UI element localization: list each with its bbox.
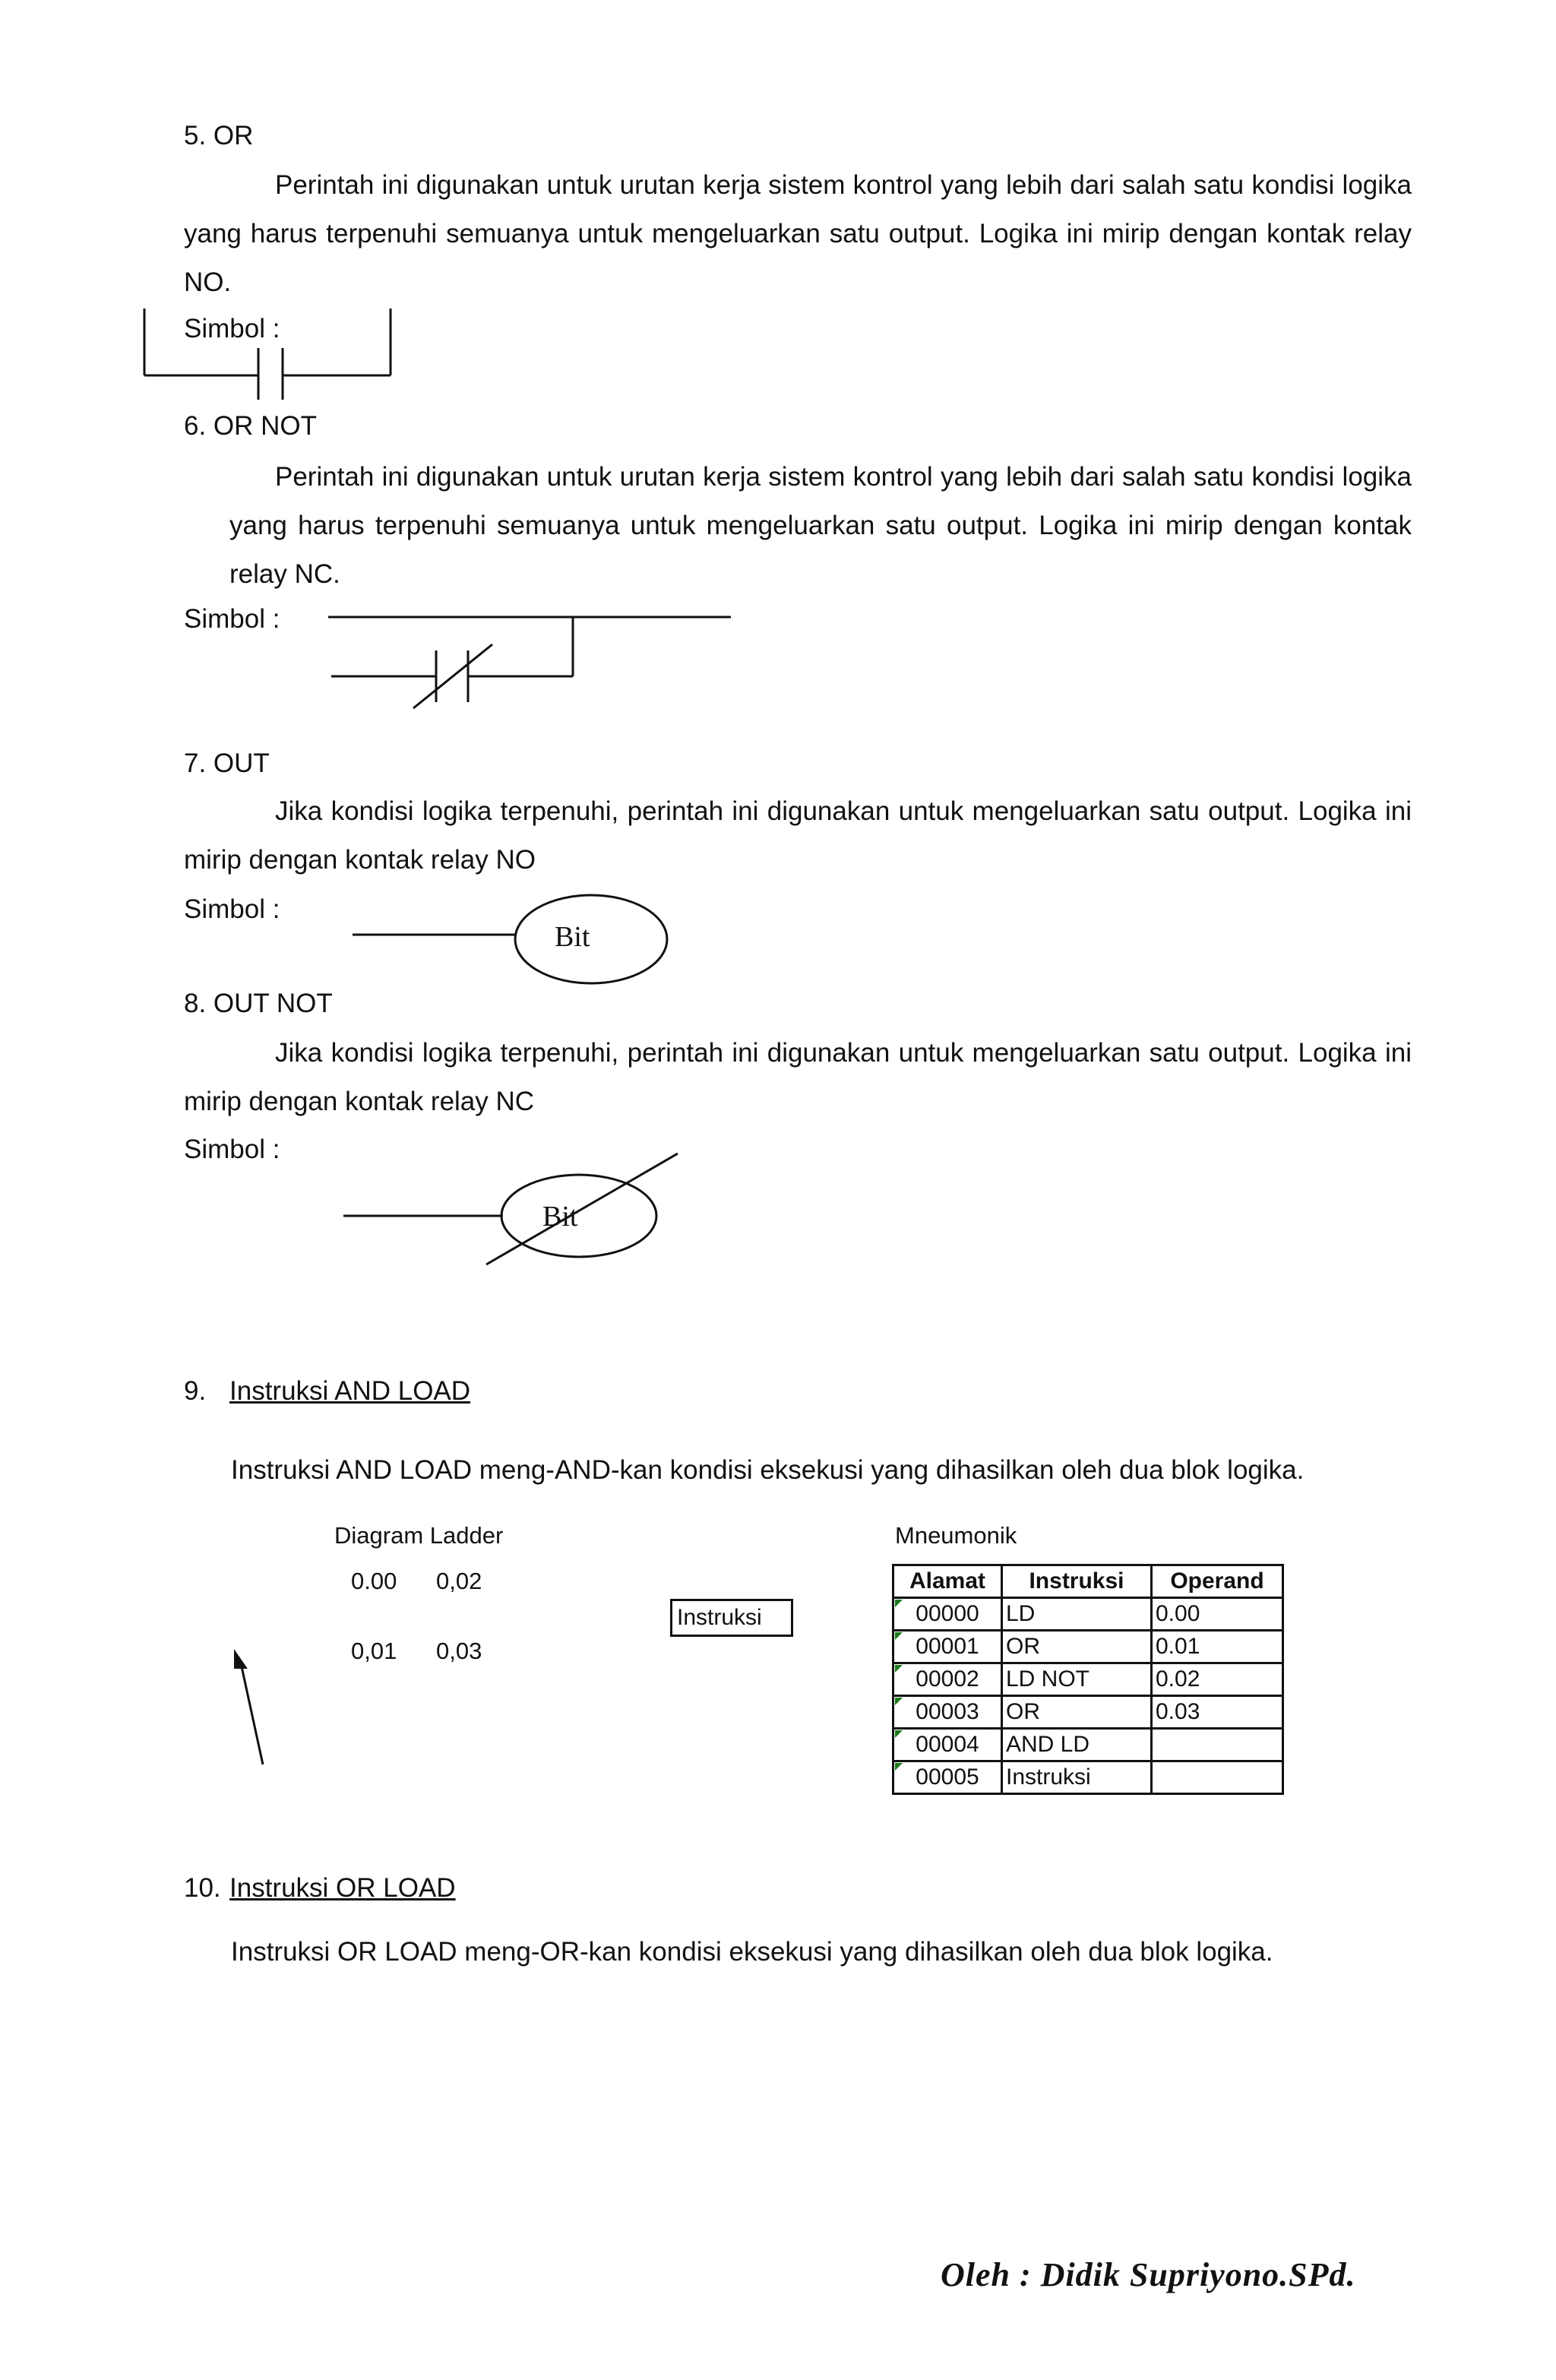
- cell-instruksi: LD NOT: [1002, 1663, 1152, 1696]
- cell-instruksi: Instruksi: [1002, 1761, 1152, 1794]
- section-9-heading: Instruksi AND LOAD: [229, 1376, 471, 1406]
- cell-operand: 0.01: [1152, 1631, 1283, 1663]
- ladder-label-002: 0,02: [436, 1568, 482, 1594]
- section-10-body: Instruksi OR LOAD meng-OR-kan kondisi eksekusi yang dihasilkan oleh dua blok logika.: [231, 1937, 1273, 1967]
- section-6-body: Perintah ini digunakan untuk urutan kerja sistem kontrol yang lebih dari salah satu kondisi logika yang harus terpenuhi semuanya untuk mengeluarkan satu output. Logika ini mirip dengan kontak relay NC.: [229, 462, 1412, 589]
- section-5-simbol-label: Simbol :: [184, 314, 280, 343]
- cell-alamat: 00002: [893, 1663, 1002, 1696]
- section-9-body: Instruksi AND LOAD meng-AND-kan kondisi eksekusi yang dihasilkan oleh dua blok logika.: [231, 1455, 1305, 1485]
- cell-instruksi: OR: [1002, 1696, 1152, 1729]
- cell-operand: 0.03: [1152, 1696, 1283, 1729]
- cell-instruksi: OR: [1002, 1631, 1152, 1663]
- cell-instruksi: LD: [1002, 1598, 1152, 1631]
- out-not-coil-label: Bit: [542, 1201, 578, 1233]
- header-instruksi: Instruksi: [1002, 1565, 1152, 1598]
- cell-operand: 0.02: [1152, 1663, 1283, 1696]
- cell-alamat: 00001: [893, 1631, 1002, 1663]
- or-contact-symbol: [144, 309, 391, 400]
- section-10-number: 10.: [184, 1873, 221, 1903]
- cell-instruksi: AND LD: [1002, 1729, 1152, 1761]
- cell-alamat: 00005: [893, 1761, 1002, 1794]
- cell-alamat: 00000: [893, 1598, 1002, 1631]
- section-7-heading: 7. OUT: [184, 748, 270, 778]
- section-7-simbol-label: Simbol :: [184, 894, 280, 924]
- out-not-coil-symbol: [343, 1154, 678, 1264]
- instruksi-box: Instruksi: [670, 1599, 793, 1637]
- section-9-number: 9.: [184, 1376, 207, 1406]
- section-8-body: Jika kondisi logika terpenuhi, perintah ini digunakan untuk mengeluarkan satu output. Logika ini mirip dengan kontak relay NC: [184, 1038, 1412, 1116]
- section-5-heading: 5. OR: [184, 121, 254, 150]
- or-not-contact-symbol: [328, 617, 731, 708]
- cell-alamat: 00004: [893, 1729, 1002, 1761]
- mnemonic-title: Mneumonik: [895, 1522, 1017, 1549]
- section-5-body: Perintah ini digunakan untuk urutan kerja sistem kontrol yang lebih dari salah satu kondisi logika yang harus terpenuhi semuanya untuk mengeluarkan satu output. Logika ini mirip dengan kontak relay NO.: [184, 170, 1412, 297]
- ladder-label-000: 0.00: [351, 1568, 397, 1594]
- header-alamat: Alamat: [893, 1565, 1002, 1598]
- cell-alamat: 00003: [893, 1696, 1002, 1729]
- ladder-label-001: 0,01: [351, 1638, 397, 1664]
- ladder-title: Diagram Ladder: [334, 1522, 504, 1549]
- section-8-simbol-label: Simbol :: [184, 1135, 280, 1164]
- out-coil-label: Bit: [555, 921, 590, 953]
- out-coil-symbol: [353, 895, 667, 983]
- section-7-body: Jika kondisi logika terpenuhi, perintah ini digunakan untuk mengeluarkan satu output. Logika ini mirip dengan kontak relay NO: [184, 796, 1412, 875]
- arrow-icon: [234, 1649, 263, 1764]
- header-operand: Operand: [1152, 1565, 1283, 1598]
- footer-author: Oleh : Didik Supriyono.SPd.: [941, 2256, 1356, 2293]
- section-10-heading: Instruksi OR LOAD: [229, 1873, 456, 1903]
- section-6-simbol-label: Simbol :: [184, 604, 280, 634]
- section-8-heading: 8. OUT NOT: [184, 989, 333, 1018]
- section-6-heading: 6. OR NOT: [184, 411, 318, 441]
- ladder-label-003: 0,03: [436, 1638, 482, 1664]
- cell-operand: 0.00: [1152, 1598, 1283, 1631]
